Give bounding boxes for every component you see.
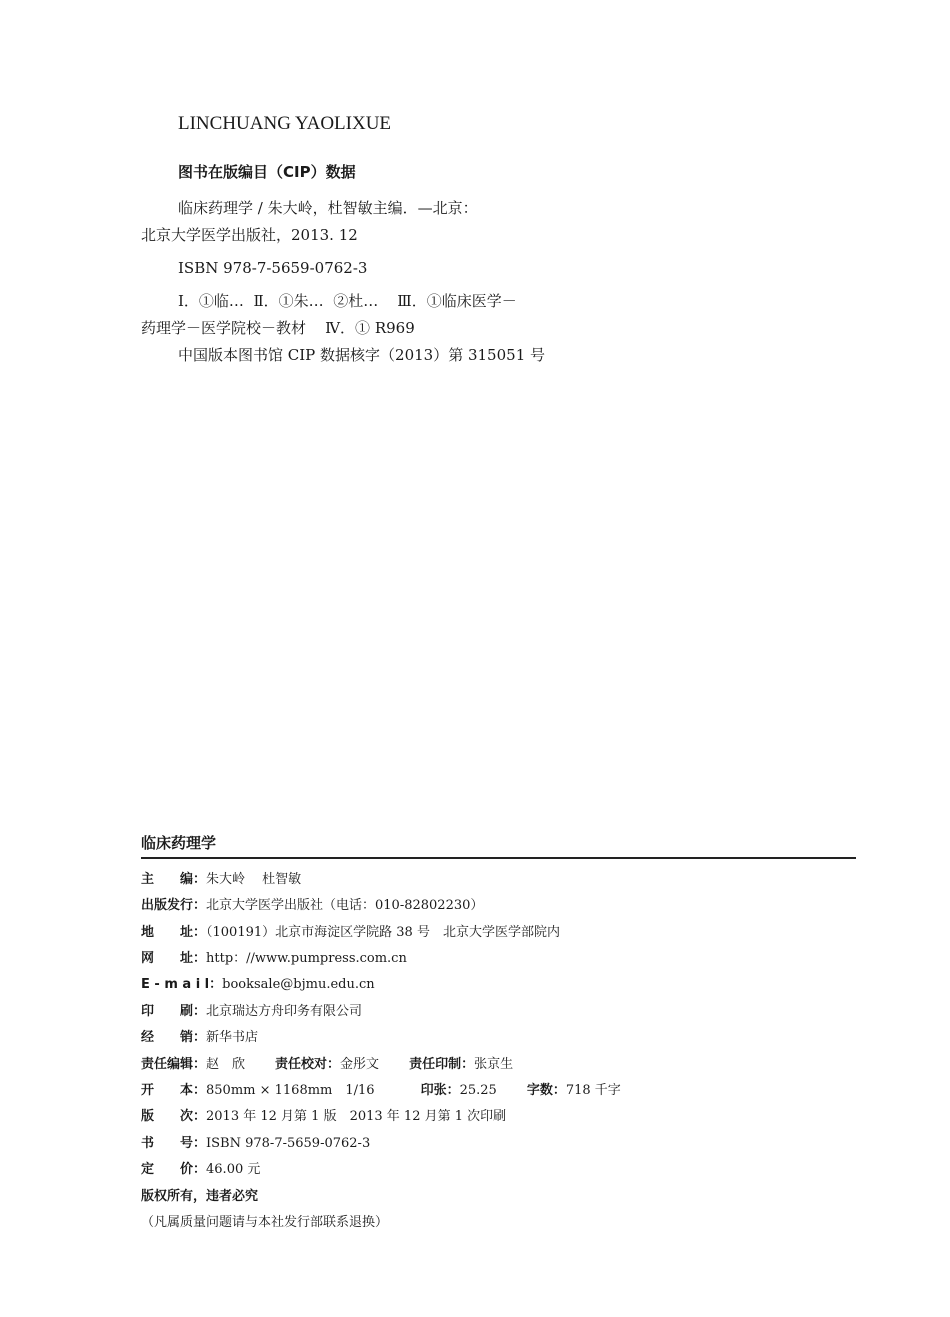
words-label: 字数： — [526, 1083, 566, 1098]
resp-editor-label: 责任编辑： — [141, 1057, 207, 1072]
publisher-value: 北京大学医学出版社（电话：010-82802230） — [206, 898, 484, 913]
responsibility-row — [141, 1058, 513, 1071]
isbn-value: ISBN 978-7-5659-0762-3 — [206, 1136, 371, 1151]
website-label: 网 址： — [141, 951, 207, 966]
printer-label: 印 刷： — [141, 1004, 207, 1019]
rights-notice: 版权所有，违者必究 — [141, 1189, 259, 1204]
cip-line-2: 北京大学医学出版社，2013. 12 — [141, 226, 358, 244]
address-row — [141, 926, 560, 939]
publisher-label: 出版发行： — [141, 898, 207, 913]
return-notice: （凡属质量问题请与本社发行部联系退换） — [141, 1215, 389, 1230]
format-label: 开 本： — [141, 1083, 207, 1098]
price-label: 定 价： — [141, 1162, 207, 1177]
distributor-label: 经 销： — [141, 1030, 207, 1045]
distributor-value: 新华书店 — [206, 1030, 259, 1045]
email-label: E - m a i l： — [141, 977, 223, 992]
isbn-row — [141, 1137, 370, 1150]
cip-classification-1: Ⅰ．①临… Ⅱ．①朱… ②杜… Ⅲ．①临床医学－ — [178, 292, 517, 310]
email-row — [141, 978, 375, 991]
cip-heading: 图书在版编目（CIP）数据 — [178, 163, 356, 181]
cip-classification-2: 药理学－医学院校－教材 Ⅳ．① R969 — [141, 319, 415, 337]
email-value: booksale@bjmu.edu.cn — [222, 977, 375, 992]
printer-value: 北京瑞达方舟印务有限公司 — [206, 1004, 363, 1019]
sheets-label: 印张： — [420, 1083, 460, 1098]
website-value: http：//www.pumpress.com.cn — [206, 951, 407, 966]
isbn-label: 书 号： — [141, 1136, 207, 1151]
price-value: 46.00 元 — [206, 1162, 261, 1177]
print-manager-label: 责任印制： — [409, 1057, 475, 1072]
title-rule — [141, 857, 856, 859]
proofreader-value: 金彤文 — [340, 1057, 380, 1072]
cip-isbn: ISBN 978-7-5659-0762-3 — [178, 259, 368, 277]
address-value: （100191）北京市海淀区学院路 38 号 北京大学医学部院内 — [206, 925, 560, 940]
publisher-row — [141, 899, 483, 912]
edition-row — [141, 1110, 506, 1123]
editor-row — [141, 873, 301, 886]
format-row — [141, 1084, 621, 1097]
pinyin-title: LINCHUANG YAOLIXUE — [178, 113, 392, 134]
book-title: 临床药理学 — [141, 834, 217, 852]
words-value: 718 千字 — [565, 1083, 621, 1098]
edition-value: 2013 年 12 月第 1 版 2013 年 12 月第 1 次印刷 — [206, 1109, 507, 1124]
format-value: 850mm × 1168mm 1/16 — [206, 1083, 375, 1098]
editor-value: 朱大岭 杜智敏 — [206, 872, 302, 887]
resp-editor-value: 赵 欣 — [206, 1057, 246, 1072]
cip-record: 中国版本图书馆 CIP 数据核字（2013）第 315051 号 — [178, 346, 546, 364]
price-row — [141, 1163, 260, 1176]
proofreader-label: 责任校对： — [275, 1057, 341, 1072]
sheets-value: 25.25 — [459, 1083, 497, 1098]
cip-line-1: 临床药理学 / 朱大岭，杜智敏主编．—北京： — [178, 199, 478, 217]
edition-label: 版 次： — [141, 1109, 207, 1124]
website-row — [141, 952, 407, 965]
address-label: 地 址： — [141, 925, 207, 940]
printer-row — [141, 1005, 362, 1018]
editor-label: 主 编： — [141, 872, 207, 887]
print-manager-value: 张京生 — [474, 1057, 514, 1072]
distributor-row — [141, 1031, 258, 1044]
